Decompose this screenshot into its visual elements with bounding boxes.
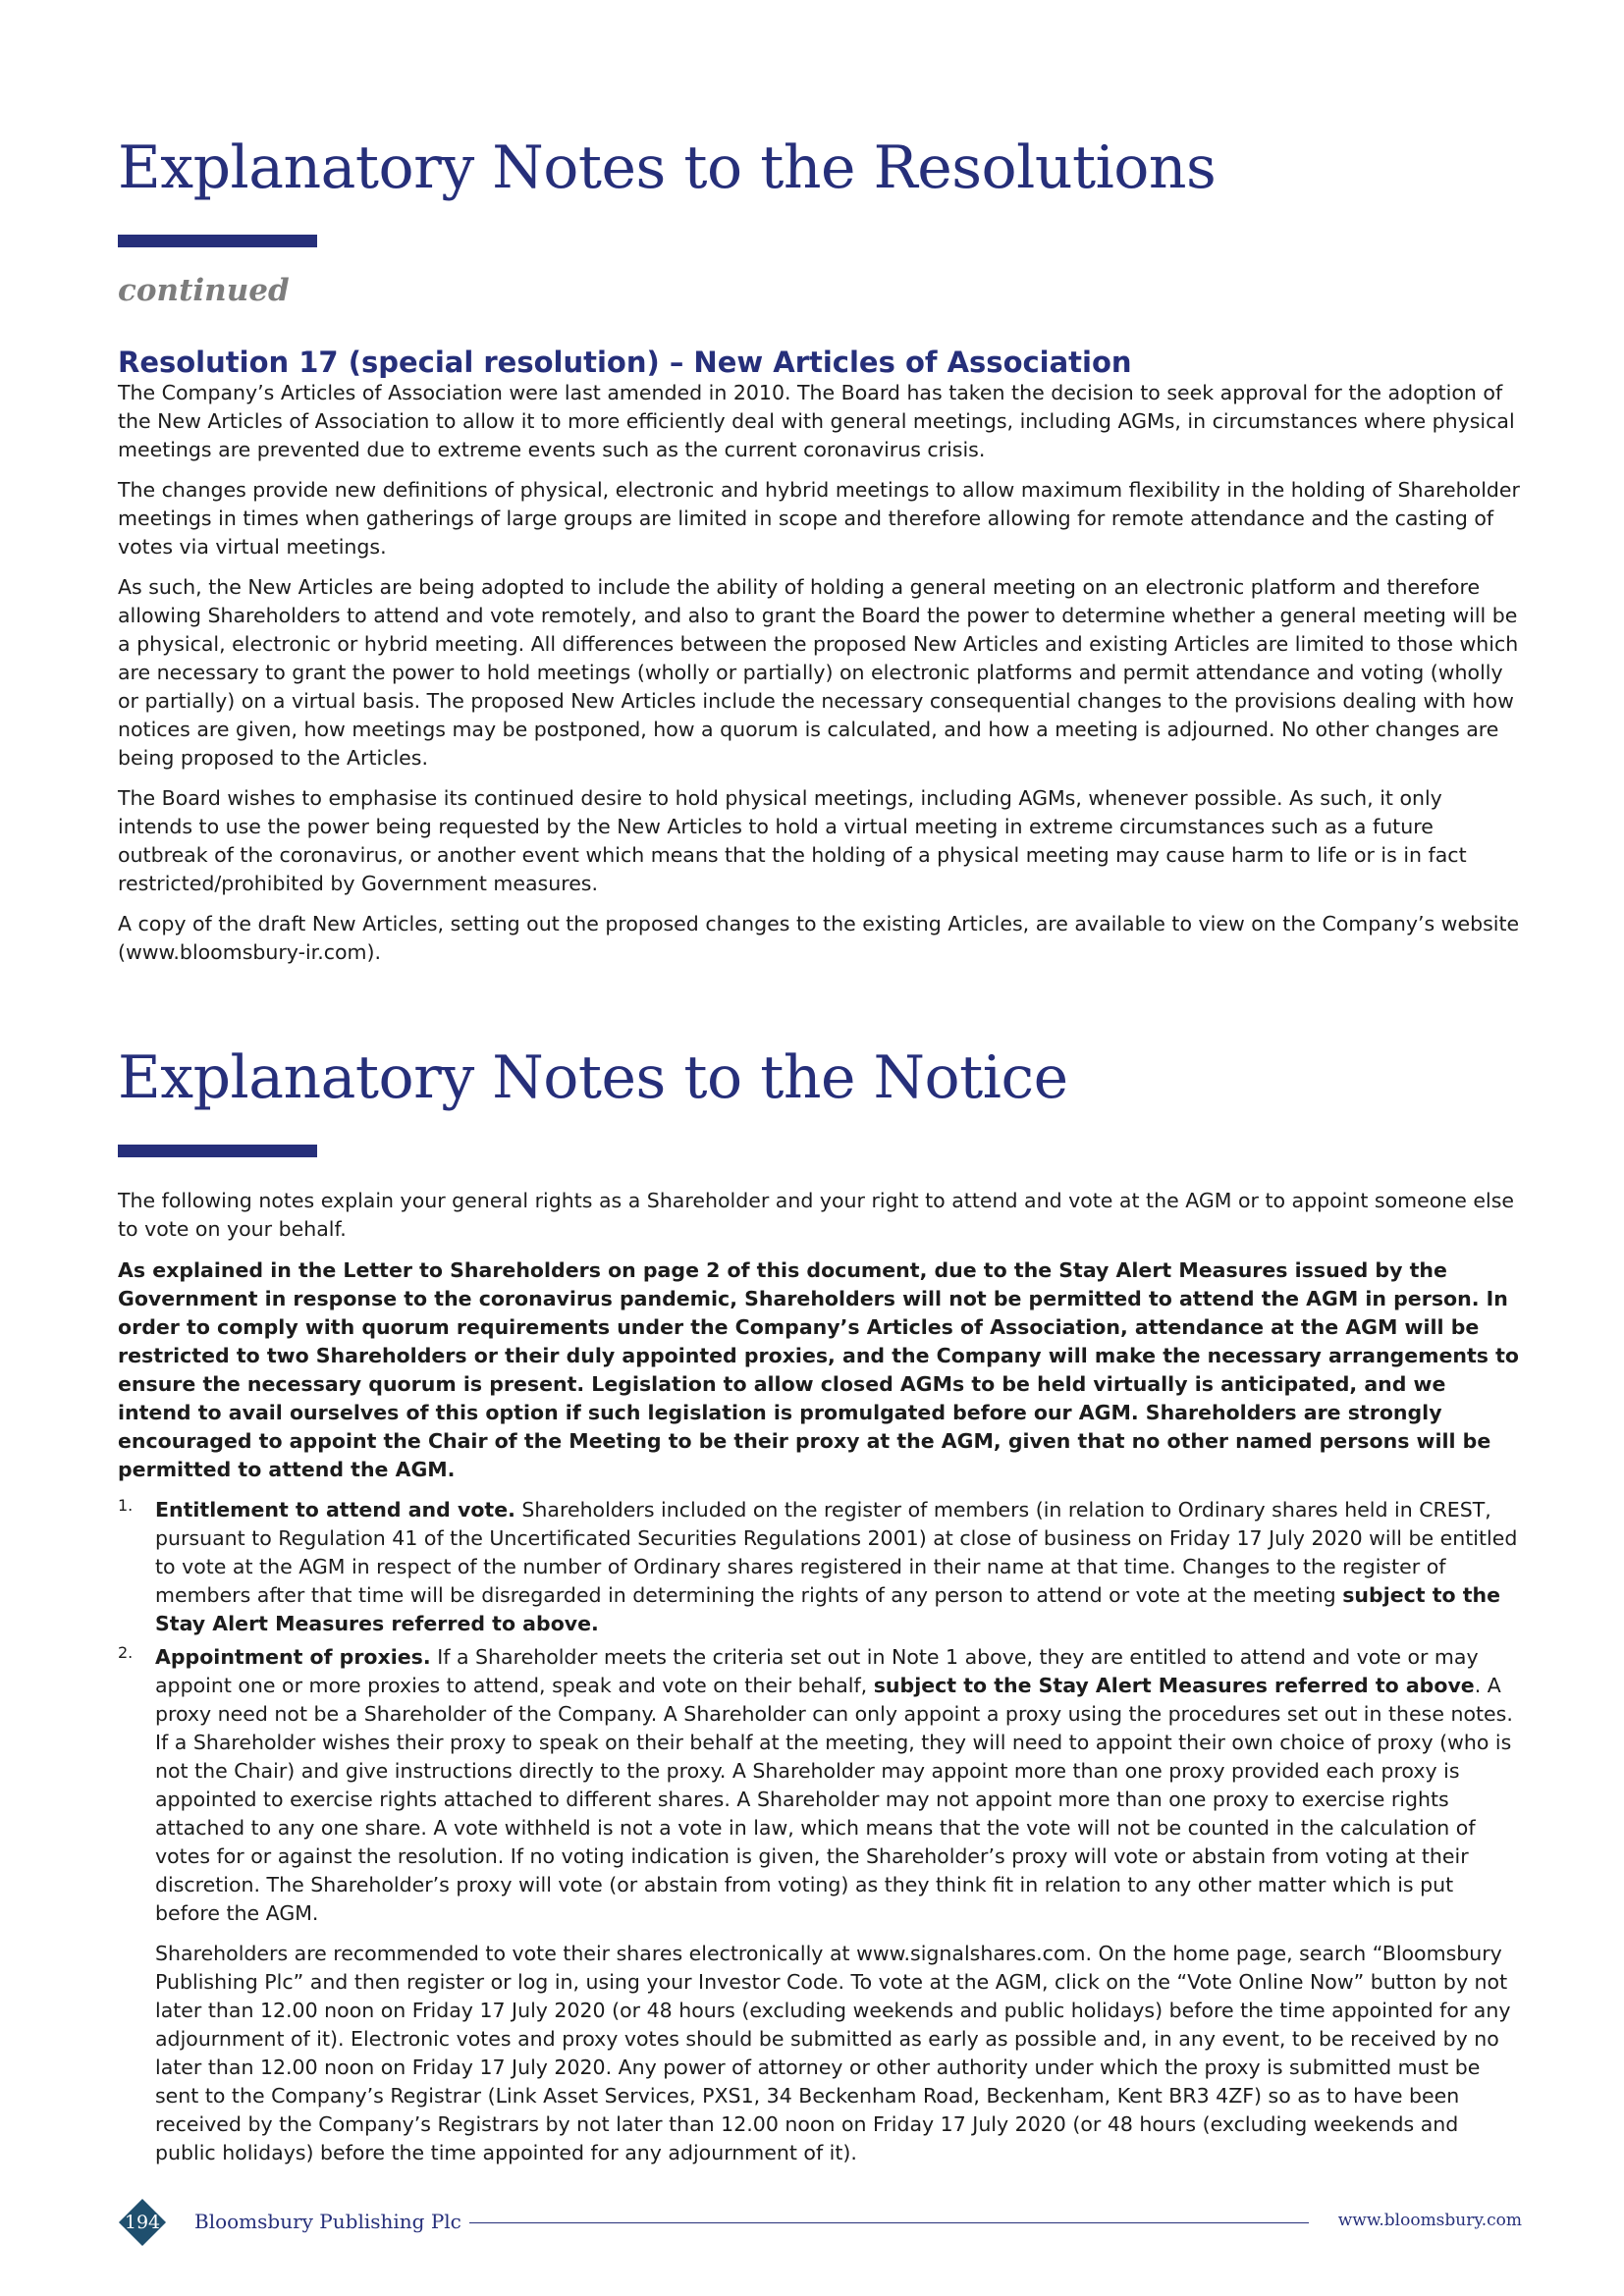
title-underline-rule xyxy=(118,235,317,247)
resolution-paragraph: The Company’s Articles of Association were last amended in 2010. The Board has taken the decision to seek approval for the adoption of the New Articles of Association to allow it to more efficiently deal with general meetings, including AGMs, in circumstances where physical meetings are prevented due to extreme events such as the current coronavirus crisis. xyxy=(118,381,1515,461)
notice-notes-block xyxy=(118,1187,1522,2167)
note-bold-text: subject to the Stay Alert Measures referred to above xyxy=(873,1674,1475,1697)
note-paragraph: Shareholders are recommended to vote their shares electronically at www.signalshares.com. On the home page, search “Bloomsbury Publishing Plc” and then register or log in, using your Investor Code. To vote at the AGM, click on the “Vote Online Now” button by not later than 12.00 noon on Friday 17 July 2020 (or 48 hours (excluding weekends and public holidays) before the time appointed for any adjournment of it). Electronic votes and proxy votes should be submitted as early as possible and, in any event, to be received by no later than 12.00 noon on Friday 17 July 2020. Any power of attorney or other authority under which the proxy is submitted must be sent to the Company’s Registrar (Link Asset Services, PXS1, 34 Beckenham Road, Beckenham, Kent BR3 4ZF) so as to have been received by the Company’s Registrars by not later than 12.00 noon on Friday 17 July 2020 (or 48 hours (excluding weekends and public holidays) before the time appointed for any adjournment of it). xyxy=(155,1942,1511,2164)
footer-divider xyxy=(469,2222,1309,2223)
notes-list xyxy=(118,1496,1522,2167)
note-paragraph xyxy=(155,1643,1522,1928)
note-number: 1. xyxy=(118,1496,134,1515)
title-underline-rule xyxy=(118,1145,317,1157)
continued-label: continued xyxy=(118,273,290,308)
resolution-17-heading: Resolution 17 (special resolution) – New Articles of Association xyxy=(118,346,1132,379)
resolution-paragraph: The changes provide new definitions of physical, electronic and hybrid meetings to allow maximum flexibility in the holding of Shareholder meetings in times when gatherings of large groups are limited in scope and therefore allowing for remote attendance and the casting of votes via virtual meetings. xyxy=(118,478,1520,559)
note-text: If a Shareholder meets the criteria set out in Note 1 above, they are entitled to attend and vote or may appoint one or more proxies to attend, speak and vote on their behalf, xyxy=(155,1645,1479,1697)
notice-intro-paragraph: The following notes explain your general rights as a Shareholder and your right to attend and vote at the AGM or to appoint someone else to vote on your behalf. xyxy=(118,1189,1514,1241)
list-item xyxy=(118,1643,1522,2167)
note-paragraph xyxy=(155,1496,1522,1638)
footer-url: www.bloomsbury.com xyxy=(1337,2211,1522,2230)
note-bold-text: subject to the Stay Alert Measures referred to above. xyxy=(155,1583,1501,1635)
resolution-paragraph: As such, the New Articles are being adopted to include the ability of holding a general meeting on an electronic platform and therefore allowing Shareholders to attend and vote remotely, and also to grant the Board the power to determine whether a general meeting will be a physical, electronic or hybrid meeting. All differences between the proposed New Articles and existing Articles are limited to those which are necessary to grant the power to hold meetings (wholly or partially) on electronic platforms and permit attendance and voting (wholly or partially) on a virtual basis. The proposed New Articles include the necessary consequential changes to the provisions dealing with how notices are given, how meetings may be postponed, how a quorum is calculated, and how a meeting is adjourned. No other changes are being proposed to the Articles. xyxy=(118,575,1519,770)
list-item xyxy=(118,1496,1522,1638)
section-title-notice: Explanatory Notes to the Notice xyxy=(118,1043,1068,1112)
publisher-name: Bloomsbury Publishing Plc xyxy=(194,2210,461,2233)
note-heading: Entitlement to attend and vote. xyxy=(155,1498,515,1522)
page-number: 194 xyxy=(124,2212,161,2233)
note-number: 2. xyxy=(118,1643,134,1662)
resolution-17-block xyxy=(118,346,1522,967)
resolution-paragraph: The Board wishes to emphasise its continued desire to hold physical meetings, including AGMs, whenever possible. As such, it only intends to use the power being requested by the New Articles to hold a virtual meeting in extreme circumstances such as a future outbreak of the coronavirus, or another event which means that the holding of a physical meeting may cause harm to life or is in fact restricted/prohibited by Government measures. xyxy=(118,786,1467,895)
stay-alert-paragraph: As explained in the Letter to Shareholders on page 2 of this document, due to the Stay Alert Measures issued by the Government in response to the coronavirus pandemic, Shareholders will not be permitted to attend the AGM in person. In order to comply with quorum requirements under the Company’s Articles of Association, attendance at the AGM will be restricted to two Shareholders or their duly appointed proxies, and the Company will make the necessary arrangements to ensure the necessary quorum is present. Legislation to allow closed AGMs to be held virtually is anticipated, and we intend to avail ourselves of this option if such legislation is promulgated before our AGM. Shareholders are strongly encouraged to appoint the Chair of the Meeting to be their proxy at the AGM, given that no other named persons will be permitted to attend the AGM. xyxy=(118,1258,1519,1481)
note-text: . A proxy need not be a Shareholder of the Company. A Shareholder can only appoint a proxy using the procedures set out in these notes. If a Shareholder wishes their proxy to speak on their behalf at the meeting, they will need to appoint their own choice of proxy (who is not the Chair) and give instructions directly to the proxy. A Shareholder may appoint more than one proxy provided each proxy is appointed to exercise rights attached to different shares. A Shareholder may not appoint more than one proxy to exercise rights attached to any one share. A vote withheld is not a vote in law, which means that the vote will not be counted in the calculation of votes for or against the resolution. If no voting indication is given, the Shareholder’s proxy will vote or abstain from voting at their discretion. The Shareholder’s proxy will vote (or abstain from voting) as they think fit in relation to any other matter which is put before the AGM. xyxy=(155,1674,1513,1925)
note-heading: Appointment of proxies. xyxy=(155,1645,431,1669)
resolution-paragraph: A copy of the draft New Articles, setting out the proposed changes to the existing Articles, are available to view on the Company’s website (www.bloomsbury-ir.com). xyxy=(118,912,1520,964)
section-title-resolutions: Explanatory Notes to the Resolutions xyxy=(118,133,1217,202)
note-text: Shareholders included on the register of members (in relation to Ordinary shares held in CREST, pursuant to Regulation 41 of the Uncertificated Securities Regulations 2001) at close of business on Friday 17 July 2020 will be entitled to vote at the AGM in respect of the number of Ordinary shares registered in their name at that time. Changes to the register of members after that time will be disregarded in determining the rights of any person to attend or vote at the meeting xyxy=(155,1498,1518,1607)
page-footer xyxy=(118,2206,1522,2255)
